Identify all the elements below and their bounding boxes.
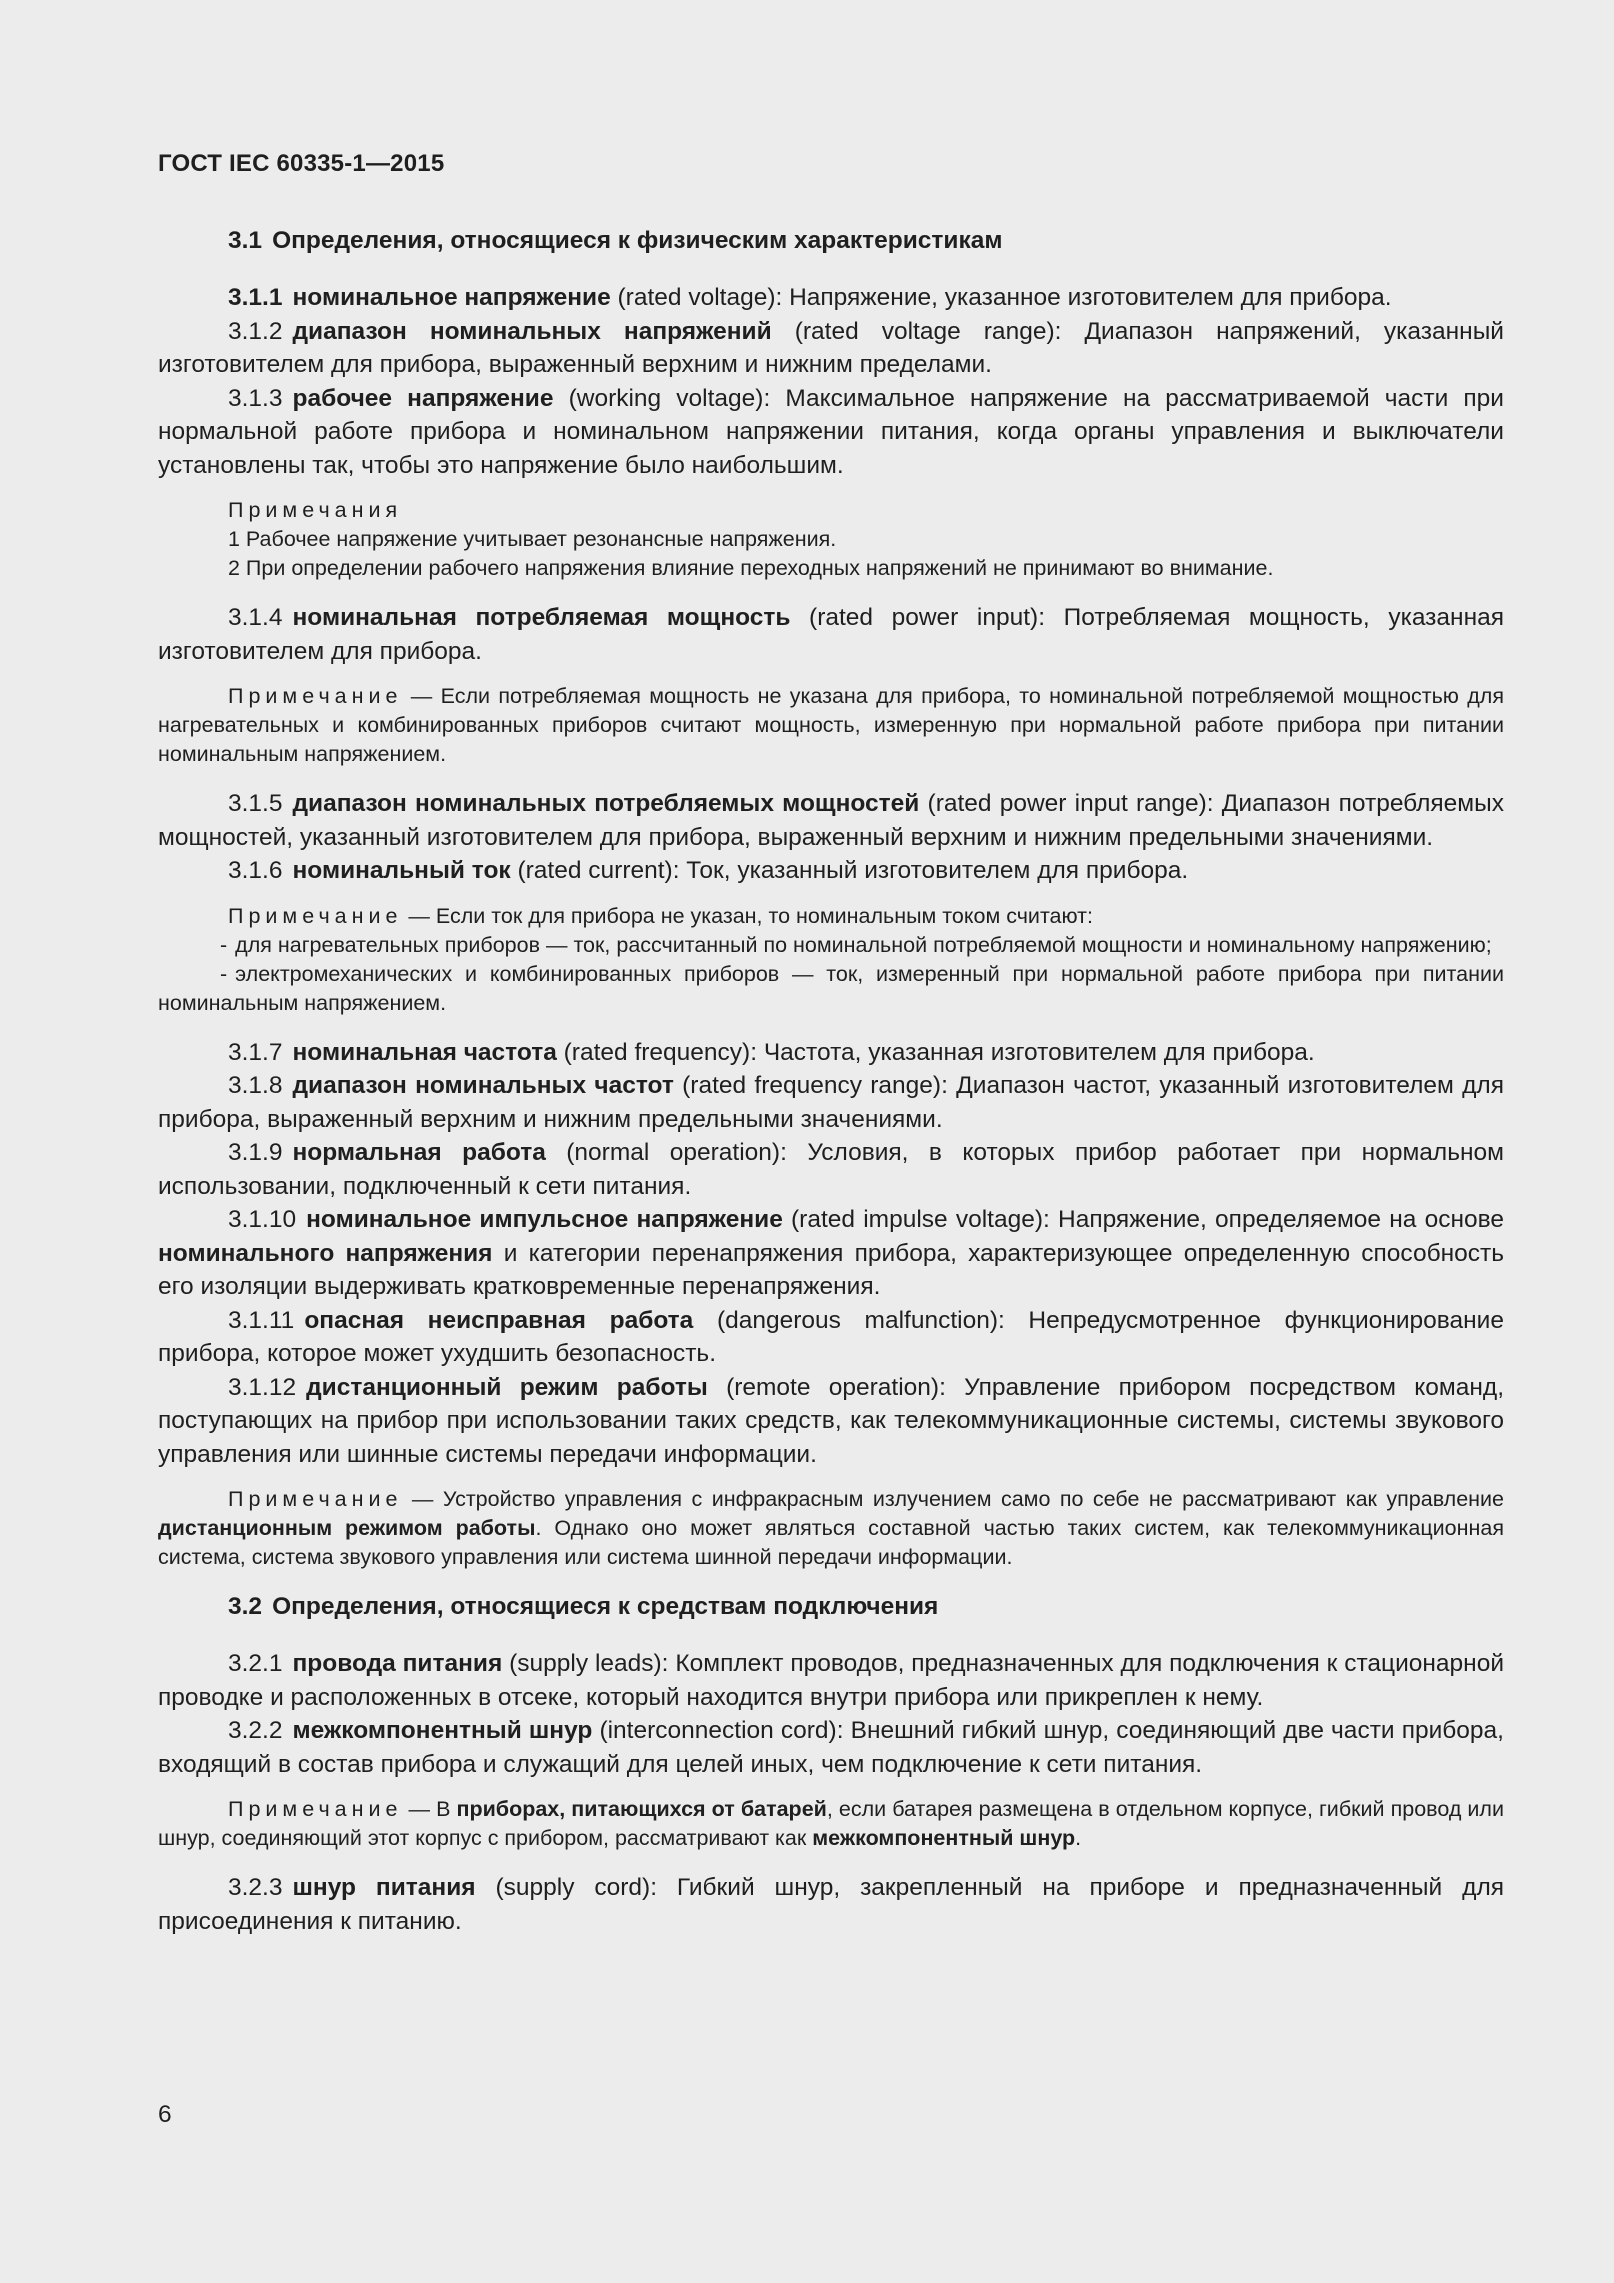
note-list-item-a: - для нагревательных приборов — ток, рассчитанный по номинальной потребляемой мощности и номинальному напряжению;: [220, 932, 1492, 957]
section-heading-3-2: 3.2 Определения, относящиеся к средствам подключения: [228, 1593, 939, 1620]
term-3-1-10: 3.1.10 номинальное импульсное напряжение (rated impulse voltage): Напряжение, определяемое на основе номинального напряжения и категории перенапряжения прибора, характеризующее определенную способность его изоляции выдерживать кратковременные перенапряжения.: [158, 1206, 1504, 1300]
term-3-2-2: 3.2.2 межкомпонентный шнур (interconnection cord): Внешний гибкий шнур, соединяющий две части прибора, входящий в состав прибора и служащий для целей иных, чем подключение к сети питания.: [158, 1717, 1504, 1778]
document-header: ГОСТ IEC 60335-1—2015: [158, 150, 445, 177]
term-3-1-12: 3.1.12 дистанционный режим работы (remote operation): Управление прибором посредством команд, поступающих на прибор при использовании таких средств, как телекоммуникационные системы, системы звукового управления или шинные системы передачи информации.: [158, 1373, 1504, 1468]
term-3-1-5: 3.1.5 диапазон номинальных потребляемых мощностей (rated power input range): Диапазон потребляемых мощностей, указанный изготовителем для прибора, выраженный верхним и нижним предельными значениями.: [158, 790, 1504, 851]
note-3-2-2: Примечание — В приборах, питающихся от батарей, если батарея размещена в отдельном корпусе, гибкий провод или шнур, соединяющий этот корпус с прибором, рассматривают как межкомпонентный шнур.: [158, 1797, 1504, 1850]
term-3-1-4: 3.1.4 номинальная потребляемая мощность (rated power input): Потребляемая мощность, указанная изготовителем для прибора.: [158, 604, 1504, 665]
page-number: 6: [158, 2101, 172, 2128]
term-3-1-1: 3.1.1 номинальное напряжение (rated voltage): Напряжение, указанное изготовителем для прибора.: [228, 284, 1392, 311]
note-label: Примечания: [228, 498, 403, 522]
term-3-1-8: 3.1.8 диапазон номинальных частот (rated frequency range): Диапазон частот, указанный изготовителем для прибора, выраженный верхним и нижним предельными значениями.: [158, 1072, 1504, 1133]
term-3-1-3: 3.1.3 рабочее напряжение (working voltage): Максимальное напряжение на рассматриваемой части при нормальной работе прибора и номинальном напряжении питания, когда органы управления и выключатели установлены так, чтобы это напряжение было наибольшим.: [158, 384, 1504, 479]
term-3-2-1: 3.2.1 провода питания (supply leads): Комплект проводов, предназначенных для подключения к стационарной проводке и расположенных в отсеке, который находится внутри прибора или прикреплен к нему.: [158, 1650, 1505, 1711]
section-heading-3-1: 3.1 Определения, относящиеся к физическим характеристикам: [228, 227, 1003, 254]
note-list-item-b: - электромеханических и комбинированных приборов — ток, измеренный при нормальной работе прибора при питании номинальным напряжением.: [158, 961, 1504, 1015]
term-3-1-9: 3.1.9 нормальная работа (normal operation): Условия, в которых прибор работает при нормальном использовании, подключенный к сети питания.: [158, 1139, 1504, 1200]
note-3-1-3: [158, 496, 1504, 583]
term-3-1-2: 3.1.2 диапазон номинальных напряжений (rated voltage range): Диапазон напряжений, указанный изготовителем для прибора, выраженный верхним и нижним пределами.: [158, 317, 1504, 378]
note-label: Примечание: [228, 903, 403, 928]
term-3-1-6: 3.1.6 номинальный ток (rated current): Ток, указанный изготовителем для прибора.: [228, 857, 1189, 884]
note-3-1-6: Примечание — Если ток для прибора не указан, то номинальным током считают: - для нагревательных приборов — ток, рассчитанный по номинальной потребляемой мощности и номинальному напряжению; - электромеханических и комбинированных приборов — ток, измеренный при нормальной работе прибора при питании номинальным напряжением.: [158, 902, 1504, 1018]
note-3-1-4: Примечание — Если потребляемая мощность не указана для прибора, то номинальной потребляемой мощностью для нагревательных и комбинированных приборов считают мощность, измеренную при нормальной работе прибора при питании номинальным напряжением.: [158, 684, 1504, 766]
note-label: Примечание: [228, 684, 403, 708]
note-item-1: 1 Рабочее напряжение учитывает резонансные напряжения.: [228, 527, 837, 551]
term-3-2-3: 3.2.3 шнур питания (supply cord): Гибкий шнур, закрепленный на приборе и предназначенный для присоединения к питанию.: [158, 1874, 1505, 1935]
note-label: Примечание: [228, 1797, 403, 1821]
note-label: Примечание: [228, 1487, 403, 1511]
term-3-1-11: 3.1.11 опасная неисправная работа (dangerous malfunction): Непредусмотренное функционирование прибора, которое может ухудшить безопасность.: [158, 1306, 1504, 1367]
note-item-2: 2 При определении рабочего напряжения влияние переходных напряжений не принимают во внимание.: [228, 556, 1274, 580]
term-3-1-7: 3.1.7 номинальная частота (rated frequency): Частота, указанная изготовителем для прибора.: [228, 1038, 1315, 1066]
note-3-1-12: Примечание — Устройство управления с инфракрасным излучением само по себе не рассматривают как управление дистанционным режимом работы. Однако оно может являться составной частью таких систем, как телекоммуникационная система, система звукового управления или система шинной передачи информации.: [158, 1487, 1504, 1569]
